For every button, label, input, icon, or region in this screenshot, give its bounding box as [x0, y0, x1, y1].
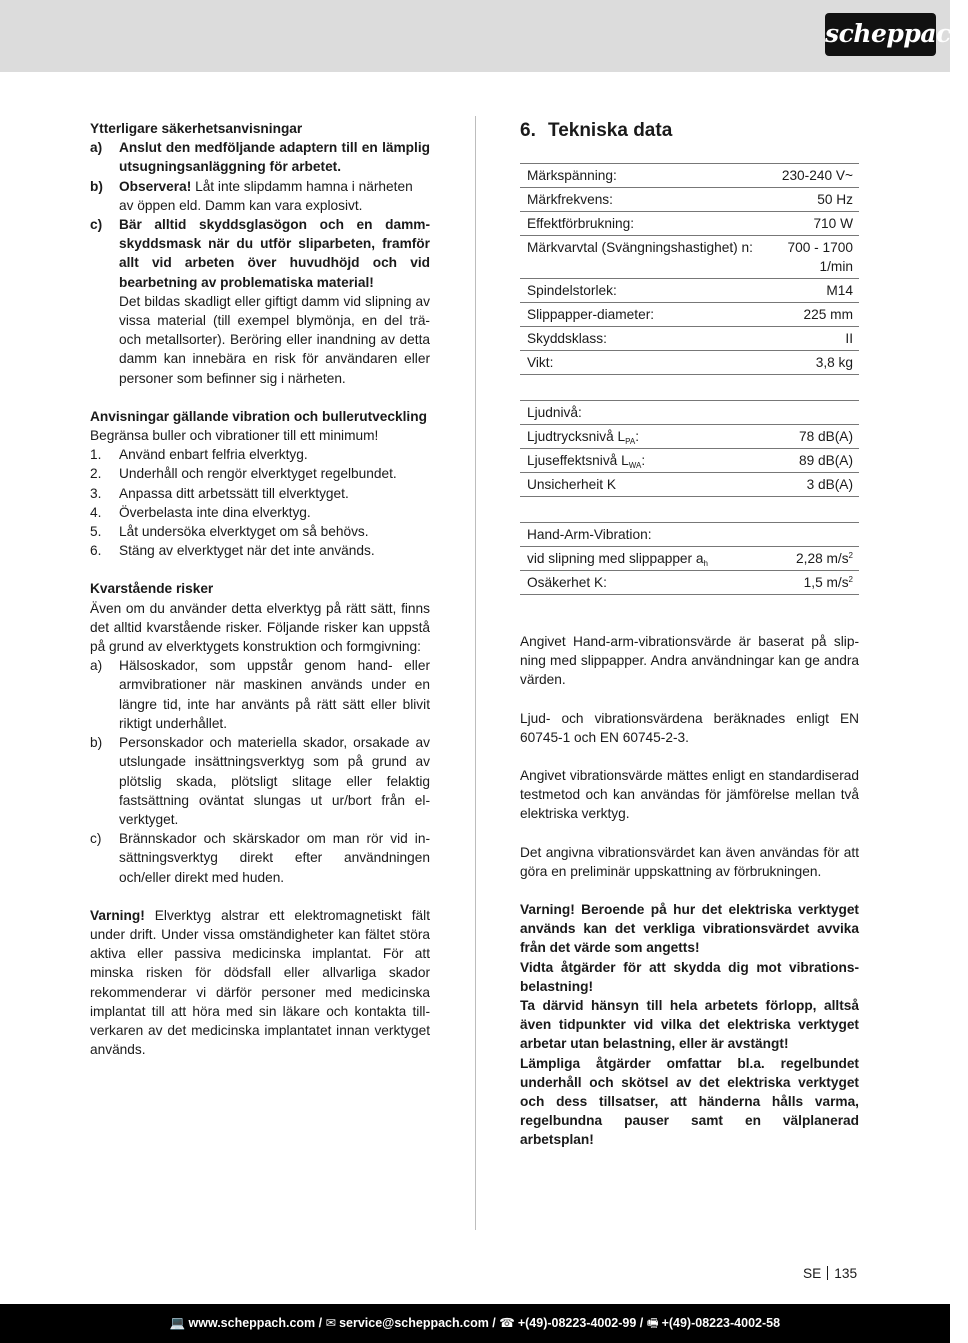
vibration-warning: Ta därvid hänsyn till hela arbetets förlopp, alltså även tidpunkter vid vilka det elektriska verktyget arbetar utan belastning, eller är avstängt! — [520, 998, 859, 1052]
list-text — [119, 177, 430, 215]
hav-value — [769, 547, 859, 571]
list-text: Hälsoskador, som uppstår genom hand- eller armvibrationer när maskinen används under en längre tid, inte har använts på rätt sätt eller blivit riktigt underhållet. — [119, 658, 430, 731]
list-marker: 2. — [90, 466, 102, 482]
right-column — [520, 119, 859, 1150]
safety-heading: Ytterligare säkerhetsanvisningar — [90, 121, 303, 136]
vibration-item — [90, 522, 430, 541]
list-text — [119, 215, 430, 388]
table-row — [520, 212, 859, 236]
vibration-item — [90, 541, 430, 560]
header-band — [0, 0, 950, 72]
list-marker: 3. — [90, 485, 102, 501]
risk-item — [90, 733, 430, 829]
list-marker: 5. — [90, 524, 102, 540]
noise-value: 89 dB(A) — [744, 449, 859, 473]
paragraph: Det angivna vibrationsvärdet kan även användas för att göra en preliminär uppskattning av förbrukningen. — [520, 844, 859, 879]
list-text: Anpassa ditt arbetssätt till elverktyget. — [119, 485, 349, 501]
footer-phone: +(49)-08223-4002-99 — [517, 1316, 637, 1330]
table-header: Hand-Arm-Vibration: — [520, 523, 859, 547]
spec-value: II — [763, 327, 859, 351]
spec-label: Spindelstorlek: — [520, 279, 763, 303]
vibration-item — [90, 464, 430, 483]
table-row — [520, 351, 859, 375]
list-text-body: Det bildas skadligt eller giftigt damm vid slipning av vissa material (till exempel blymönja, en del trä- och metallsorter). Beröring eller inandning av detta damm kan innebära en risk för användaren eller personer som befinner sig i närheten. — [119, 293, 430, 386]
label-suffix: : — [641, 453, 646, 468]
list-marker: b) — [90, 735, 103, 751]
fax-icon: 🖷 — [646, 1316, 659, 1330]
table-row — [520, 449, 859, 473]
spec-value: 3,8 kg — [763, 351, 859, 375]
left-column — [90, 119, 430, 1059]
footer-separator: / — [488, 1316, 500, 1330]
paragraph: Angivet vibrationsvärde mättes enligt en standardiserad testmetod och kan användas för jämförelse mellan två elektriska verktyg. — [520, 768, 859, 822]
footer-email[interactable]: service@scheppach.com — [339, 1316, 489, 1330]
safety-item — [90, 215, 430, 388]
page-number — [803, 1265, 857, 1283]
list-text: Personskador och materiella skador, orsakade av utslungade insättningsverktyg som på grund av plötslig skada, plötsligt slitage eller felaktig fastsättning oväntat slungas ut ur/bort från elverktyget. — [119, 735, 430, 827]
label-text: Unsicherheit K — [527, 477, 617, 492]
vibration-intro: Begränsa buller och vibrationer till ett minimum! — [90, 428, 379, 444]
value-text: 2,28 m/s — [796, 551, 849, 566]
vibration-item — [90, 503, 430, 522]
table-row — [520, 164, 859, 188]
table-row — [520, 188, 859, 212]
spec-value: 230-240 V~ — [763, 164, 859, 188]
label-subscript: WA — [628, 461, 642, 470]
list-text: Använd enbart felfria elverktyg. — [119, 447, 308, 463]
table-row — [520, 571, 859, 595]
spec-table — [520, 163, 859, 375]
table-row — [520, 236, 859, 279]
spec-label: Märkvarvtal (Svängningshastighet) n: — [520, 236, 763, 279]
label-text: Osäkerhet K: — [527, 575, 607, 590]
value-text: 1,5 m/s — [803, 575, 849, 590]
list-marker: 1. — [90, 447, 102, 463]
list-text-body: Låt inte slipdamm hamna i närheten av öppen eld. Damm kan vara explosivt. — [119, 178, 413, 213]
table-row — [520, 473, 859, 497]
noise-label — [520, 449, 744, 473]
vibration-warning: Vidta åtgärder för att skydda dig mot vibrationsbelastning! — [520, 959, 859, 994]
table-row — [520, 547, 859, 571]
spec-label: Skyddsklass: — [520, 327, 763, 351]
list-marker: b) — [90, 178, 103, 194]
table-row — [520, 425, 859, 449]
column-divider — [475, 116, 476, 1230]
table-row — [520, 523, 859, 547]
hav-label — [520, 571, 769, 595]
noise-value: 3 dB(A) — [744, 473, 859, 497]
list-text: Överbelasta inte dina elverktyg. — [119, 504, 311, 520]
vibration-heading: Anvisningar gällande vibration och bullerutveckling — [90, 408, 427, 424]
spec-value: 710 W — [763, 212, 859, 236]
hav-label — [520, 547, 769, 571]
noise-table — [520, 400, 859, 497]
spec-value: 225 mm — [763, 303, 859, 327]
table-row — [520, 279, 859, 303]
emphasis: Observera! — [119, 178, 192, 194]
warning-text: Elverktyg alstrar ett elektromagnetiskt fält under drift. Under vissa omständigheter kan fältet störa aktiva eller passiva medicinska implantat. För att minska risken för dödsfall eller allvarliga skador rekommenderar vi därför personer med medicinska implantat till att höra med sin läkare och kontakta tillverkaren av det medicinska implantatet innan verktyget används. — [90, 907, 430, 1058]
footer-website[interactable]: www.scheppach.com — [188, 1316, 316, 1330]
email-icon: ✉ — [325, 1316, 337, 1330]
table-row — [520, 303, 859, 327]
vibration-table — [520, 522, 859, 595]
list-text: Anslut den medföljande adaptern till en lämplig utsugningsanläggning för arbetet. — [119, 140, 430, 175]
list-marker: a) — [90, 140, 103, 156]
value-superscript: 2 — [848, 551, 853, 560]
vibration-item — [90, 484, 430, 503]
list-marker: 6. — [90, 543, 102, 559]
spec-value: 700 - 1700 1/min — [763, 236, 859, 279]
label-subscript: PA — [625, 437, 636, 446]
section-title — [520, 119, 859, 143]
section-number: 6. — [520, 120, 536, 141]
language-code: SE — [803, 1266, 822, 1281]
footer-bar — [0, 1304, 950, 1343]
table-header: Ljudnivå: — [520, 401, 859, 425]
spec-value: M14 — [763, 279, 859, 303]
spec-label: Slippapper-diameter: — [520, 303, 763, 327]
label-subscript: h — [703, 559, 708, 568]
list-text: Låt undersöka elverktyget om så behövs. — [119, 524, 369, 540]
table-row — [520, 327, 859, 351]
paragraph: Angivet Hand-arm-vibrationsvärde är baserat på slipning med slippapper. Andra användningar kan ge andra värden. — [520, 634, 859, 688]
page-number-value: 135 — [834, 1266, 858, 1281]
spec-label: Effektförbrukning: — [520, 212, 763, 236]
list-text: Brännskador och skärskador om man rör vid insättningsverktyg direkt efter användningen och/eller direkt med huden. — [119, 831, 430, 885]
safety-item — [90, 138, 430, 176]
paragraph: Ljud- och vibrationsvärdena beräknades enligt EN 60745-1 och EN 60745-2-3. — [520, 710, 859, 745]
list-text: Stäng av elverktyget när det inte används. — [119, 543, 375, 559]
brand-logo: scheppach — [825, 13, 936, 56]
vibration-warning: Lämpliga åtgärder omfattar bl.a. regelbundet underhåll och skötsel av det elektriska verktyget och dess tillsatser, att händerna hålls varma, regelbundna pauser samt en välplanerad arbetsplan! — [520, 1055, 859, 1148]
spec-label: Märkspänning: — [520, 164, 763, 188]
label-text: Ljuseffektsnivå L — [527, 453, 629, 468]
footer-separator: / — [636, 1316, 647, 1330]
vibration-item — [90, 445, 430, 464]
safety-item — [90, 177, 430, 215]
hav-value — [769, 571, 859, 595]
list-marker: a) — [90, 658, 103, 674]
computer-icon: 💻 — [169, 1316, 186, 1330]
table-row — [520, 401, 859, 425]
warning-label: Varning! — [90, 907, 145, 923]
list-marker: c) — [90, 217, 103, 233]
risks-heading: Kvarstående risker — [90, 581, 214, 597]
label-suffix: : — [635, 429, 640, 444]
footer-fax: +(49)-08223-4002-58 — [661, 1316, 781, 1330]
risk-item — [90, 829, 430, 887]
vibration-warning: Varning! Beroende på hur det elektriska verktyget används kan det verkliga vibrationsvärdet avvika från det värde som angetts! — [520, 902, 859, 956]
list-text: Underhåll och rengör elverktyget regelbundet. — [119, 466, 397, 482]
emf-warning — [90, 906, 430, 1060]
spec-label: Vikt: — [520, 351, 763, 375]
list-marker: c) — [90, 831, 102, 847]
footer-separator: / — [315, 1316, 326, 1330]
noise-label — [520, 473, 744, 497]
list-marker: 4. — [90, 504, 102, 520]
value-superscript: 2 — [848, 575, 853, 584]
phone-icon: ☎ — [499, 1316, 515, 1330]
risk-item — [90, 656, 430, 733]
emphasis: Bär alltid skyddsglasögon och en dammskyddsmask när du utför sliparbeten, framför allt vid arbeten över huvudhöjd och vid bearbetning av problematiska material! — [119, 217, 430, 290]
spec-value: 50 Hz — [763, 188, 859, 212]
noise-label — [520, 425, 744, 449]
risks-intro: Även om du använder detta elverktyg på rätt sätt, finns det alltid kvarstående risker. Följande risker kan uppstå på grund av elverktygets konstruktion och formgivning: — [90, 600, 430, 655]
page-separator — [827, 1266, 828, 1280]
noise-value: 78 dB(A) — [744, 425, 859, 449]
label-text: Ljudtrycksnivå L — [527, 429, 626, 444]
label-text: vid slipning med slippapper a — [527, 551, 704, 566]
spec-label: Märkfrekvens: — [520, 188, 763, 212]
section-title-text: Tekniska data — [548, 120, 673, 141]
